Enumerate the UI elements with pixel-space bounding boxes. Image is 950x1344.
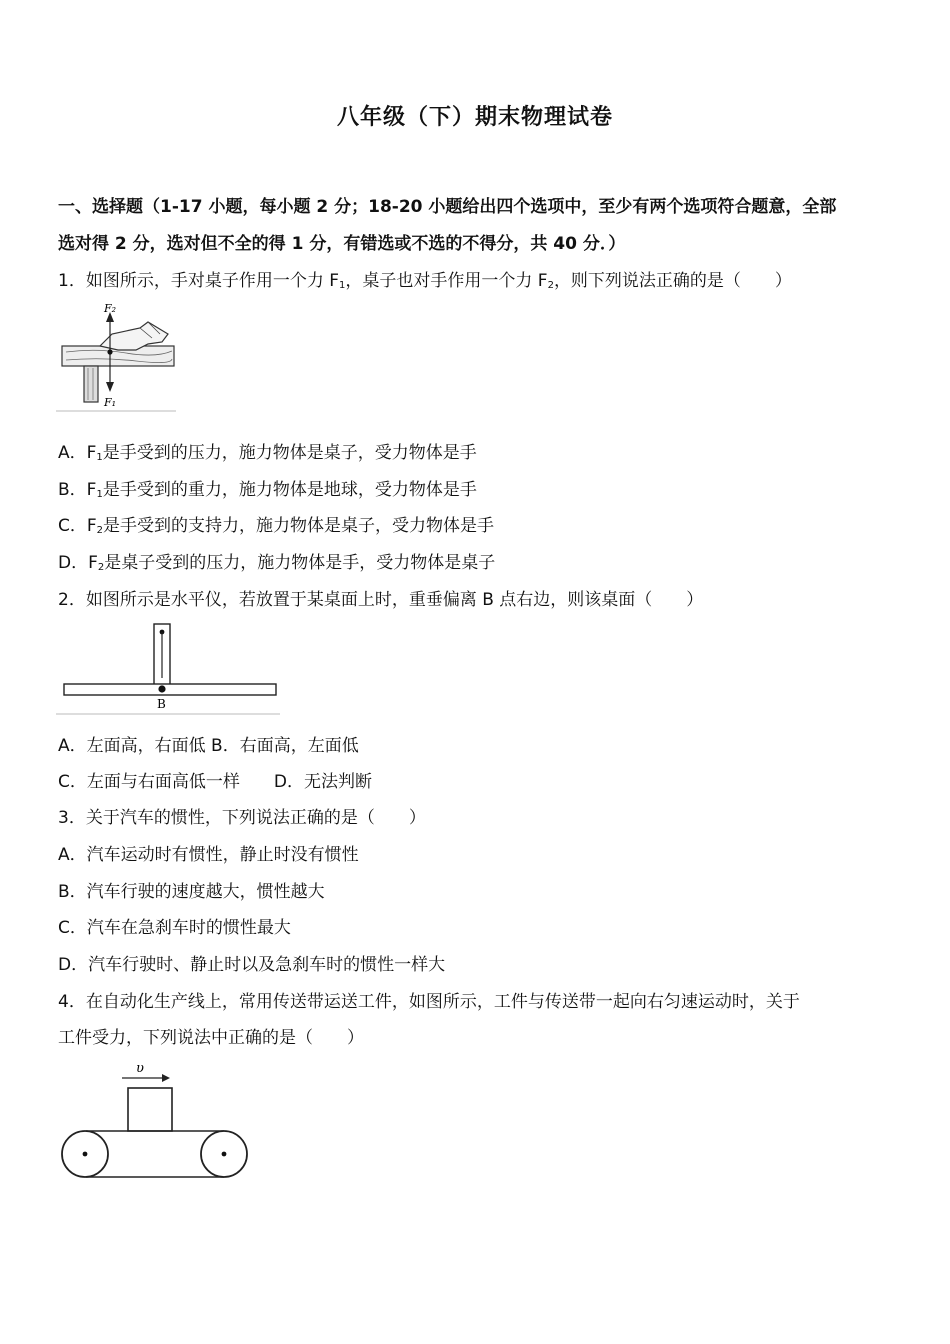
q2-options-ab: A．左面高，右面低 B．右面高，左面低 — [58, 736, 359, 756]
q1-option-b: B．$F_1$是手受到的重力，施力物体是地球，受力物体是手 — [58, 480, 477, 500]
q3-option-c: C．汽车在急刹车时的惯性最大 — [58, 918, 291, 938]
page-title: 八年级（下）期末物理试卷 — [336, 105, 613, 130]
q3-option-d: D．汽车行驶时、静止时以及急刹车时的惯性一样大 — [58, 955, 446, 975]
q2-stem: 2．如图所示是水平仪，若放置于某桌面上时，重垂偏离 B 点右边，则该桌面（ ） — [58, 590, 704, 610]
q3-option-b: B．汽车行驶的速度越大，惯性越大 — [58, 882, 325, 902]
q4-figure-conveyor-belt — [58, 1058, 250, 1182]
q3-stem: 3．关于汽车的惯性，下列说法正确的是（ ） — [58, 808, 426, 828]
q2-figure-level-instrument — [56, 620, 282, 716]
q3-option-a: A．汽车运动时有惯性，静止时没有惯性 — [58, 845, 359, 865]
label-f2: F₂ — [104, 302, 117, 315]
q4-stem-line1: 4．在自动化生产线上，常用传送带运送工件，如图所示，工件与传送带一起向右匀速运动时，关于 — [58, 992, 800, 1012]
q2-options-cd: C．左面与右面高低一样 D．无法判断 — [58, 772, 372, 792]
q4-stem-line2: 工件受力，下列说法中正确的是（ ） — [58, 1028, 364, 1048]
q1-stem: 1．如图所示，手对桌子作用一个力 $F_1$，桌子也对手作用一个力 $F_2$，则下列说法正确的是（ ） — [58, 271, 792, 291]
section-heading-line1: 一、选择题（1-17 小题，每小题 2 分；18-20 小题给出四个选项中，至少有两个选项符合题意，全部 — [58, 197, 837, 217]
label-velocity: υ — [136, 1061, 144, 1076]
q1-figure-hand-table — [56, 300, 178, 412]
section-heading-line2: 选对得 2 分，选对但不全的得 1 分，有错选或不选的不得分，共 40 分．） — [58, 234, 626, 254]
q1-option-a: A．$F_1$是手受到的压力，施力物体是桌子，受力物体是手 — [58, 443, 477, 463]
label-f1: F₁ — [104, 396, 117, 409]
q1-option-c: C．$F_2$是手受到的支持力，施力物体是桌子，受力物体是手 — [58, 516, 495, 536]
label-b: B — [157, 697, 166, 711]
q1-option-d: D．$F_2$是桌子受到的压力，施力物体是手，受力物体是桌子 — [58, 553, 496, 573]
